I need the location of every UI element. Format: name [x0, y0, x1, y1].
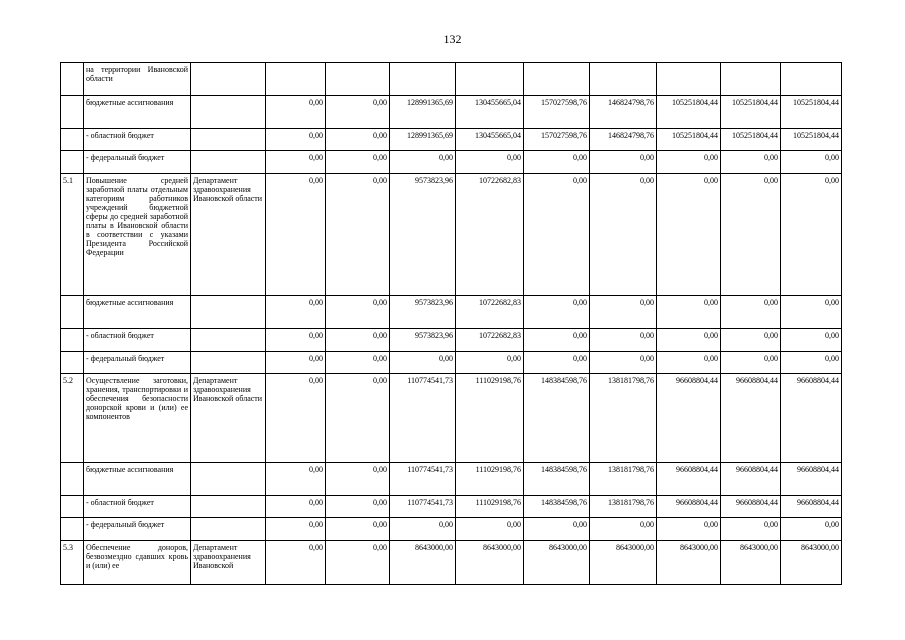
amount-cell: 146824798,76 [590, 96, 657, 129]
amount-cell: 0,00 [326, 174, 390, 296]
row-number [61, 296, 84, 329]
budget-table [60, 62, 842, 585]
amount-cell: 0,00 [266, 129, 326, 151]
amount-cell: 146824798,76 [590, 129, 657, 151]
amount-cell: 105251804,44 [781, 96, 842, 129]
amount-cell: 0,00 [266, 352, 326, 374]
amount-cell: 0,00 [590, 151, 657, 174]
amount-cell [524, 63, 590, 96]
measure-name: - федеральный бюджет [84, 352, 191, 374]
row-number [61, 63, 84, 96]
responsible-executor [191, 352, 266, 374]
amount-cell: 0,00 [326, 374, 390, 463]
responsible-executor: Департамент здравоохранения Ивановской области [191, 174, 266, 296]
amount-cell: 0,00 [524, 174, 590, 296]
responsible-executor [191, 151, 266, 174]
row-number [61, 151, 84, 174]
amount-cell: 157027598,76 [524, 129, 590, 151]
amount-cell: 9573823,96 [390, 329, 456, 352]
amount-cell: 0,00 [524, 352, 590, 374]
measure-name: - областной бюджет [84, 129, 191, 151]
amount-cell: 0,00 [326, 151, 390, 174]
row-number [61, 129, 84, 151]
amount-cell: 0,00 [657, 174, 721, 296]
amount-cell: 130455665,04 [456, 129, 524, 151]
amount-cell: 0,00 [781, 518, 842, 541]
amount-cell: 148384598,76 [524, 496, 590, 518]
amount-cell: 0,00 [524, 151, 590, 174]
table-row [61, 96, 842, 129]
table-row [61, 463, 842, 496]
amount-cell: 0,00 [326, 541, 390, 585]
amount-cell: 96608804,44 [721, 496, 781, 518]
table-row [61, 352, 842, 374]
responsible-executor [191, 496, 266, 518]
amount-cell: 0,00 [266, 96, 326, 129]
amount-cell: 96608804,44 [721, 374, 781, 463]
amount-cell: 8643000,00 [721, 541, 781, 585]
amount-cell: 157027598,76 [524, 96, 590, 129]
responsible-executor: Департамент здравоохранения Ивановской [191, 541, 266, 585]
amount-cell: 0,00 [326, 463, 390, 496]
amount-cell: 0,00 [266, 296, 326, 329]
amount-cell: 130455665,04 [456, 96, 524, 129]
amount-cell: 0,00 [266, 151, 326, 174]
amount-cell: 96608804,44 [721, 463, 781, 496]
amount-cell: 0,00 [781, 329, 842, 352]
amount-cell: 9573823,96 [390, 296, 456, 329]
amount-cell: 0,00 [721, 518, 781, 541]
row-number [61, 463, 84, 496]
row-number [61, 329, 84, 352]
row-number: 5.2 [61, 374, 84, 463]
amount-cell: 10722682,83 [456, 329, 524, 352]
amount-cell: 0,00 [326, 329, 390, 352]
measure-name: Повышение средней заработной платы отдельным категориям работников учреждений бюджетной сферы до средней заработной платы в Ивановской области в соответствии с указами Президента Российской Федерации [84, 174, 191, 296]
amount-cell: 0,00 [326, 518, 390, 541]
responsible-executor: Департамент здравоохранения Ивановской области [191, 374, 266, 463]
amount-cell: 8643000,00 [524, 541, 590, 585]
amount-cell: 96608804,44 [781, 496, 842, 518]
amount-cell: 10722682,83 [456, 296, 524, 329]
responsible-executor [191, 329, 266, 352]
table-row [61, 174, 842, 296]
amount-cell: 105251804,44 [721, 96, 781, 129]
amount-cell: 0,00 [266, 374, 326, 463]
amount-cell: 0,00 [266, 329, 326, 352]
amount-cell: 10722682,83 [456, 174, 524, 296]
amount-cell: 105251804,44 [721, 129, 781, 151]
measure-name: бюджетные ассигнования [84, 296, 191, 329]
amount-cell: 0,00 [456, 352, 524, 374]
amount-cell: 105251804,44 [781, 129, 842, 151]
amount-cell: 111029198,76 [456, 463, 524, 496]
measure-name: бюджетные ассигнования [84, 463, 191, 496]
responsible-executor [191, 63, 266, 96]
amount-cell: 0,00 [781, 151, 842, 174]
measure-name: на территории Ивановской области [84, 63, 191, 96]
amount-cell: 148384598,76 [524, 463, 590, 496]
amount-cell: 110774541,73 [390, 463, 456, 496]
amount-cell: 0,00 [590, 518, 657, 541]
responsible-executor [191, 96, 266, 129]
amount-cell: 0,00 [326, 96, 390, 129]
amount-cell: 0,00 [326, 129, 390, 151]
amount-cell: 0,00 [781, 296, 842, 329]
amount-cell: 96608804,44 [657, 463, 721, 496]
amount-cell: 8643000,00 [390, 541, 456, 585]
amount-cell: 0,00 [266, 496, 326, 518]
amount-cell: 0,00 [524, 329, 590, 352]
amount-cell: 0,00 [721, 296, 781, 329]
amount-cell: 0,00 [524, 518, 590, 541]
amount-cell: 110774541,73 [390, 496, 456, 518]
measure-name: Осуществление заготовки, хранения, транспортировки и обеспечения безопасности донорской крови и (или) ее компонентов [84, 374, 191, 463]
page-number: 132 [443, 32, 462, 46]
amount-cell: 111029198,76 [456, 374, 524, 463]
row-number: 5.3 [61, 541, 84, 585]
measure-name: - федеральный бюджет [84, 151, 191, 174]
measure-name: бюджетные ассигнования [84, 96, 191, 129]
amount-cell: 0,00 [721, 174, 781, 296]
amount-cell: 0,00 [456, 151, 524, 174]
amount-cell: 0,00 [524, 296, 590, 329]
amount-cell [657, 63, 721, 96]
amount-cell: 0,00 [266, 463, 326, 496]
row-number [61, 352, 84, 374]
amount-cell: 0,00 [390, 518, 456, 541]
responsible-executor [191, 518, 266, 541]
amount-cell: 0,00 [266, 174, 326, 296]
measure-name: - областной бюджет [84, 496, 191, 518]
amount-cell: 0,00 [326, 296, 390, 329]
amount-cell: 110774541,73 [390, 374, 456, 463]
amount-cell: 0,00 [590, 352, 657, 374]
amount-cell: 8643000,00 [456, 541, 524, 585]
amount-cell: 105251804,44 [657, 129, 721, 151]
amount-cell: 0,00 [390, 151, 456, 174]
amount-cell [721, 63, 781, 96]
amount-cell: 138181798,76 [590, 496, 657, 518]
table-row [61, 151, 842, 174]
amount-cell: 96608804,44 [657, 374, 721, 463]
amount-cell: 9573823,96 [390, 174, 456, 296]
row-number: 5.1 [61, 174, 84, 296]
row-number [61, 518, 84, 541]
amount-cell [326, 63, 390, 96]
amount-cell: 0,00 [657, 518, 721, 541]
amount-cell: 0,00 [390, 352, 456, 374]
amount-cell [781, 63, 842, 96]
table-row [61, 129, 842, 151]
amount-cell: 0,00 [326, 352, 390, 374]
row-number [61, 96, 84, 129]
amount-cell: 0,00 [590, 296, 657, 329]
amount-cell: 0,00 [657, 352, 721, 374]
measure-name: Обеспечение доноров, безвозмездно сдавших кровь и (или) ее [84, 541, 191, 585]
amount-cell: 0,00 [721, 151, 781, 174]
amount-cell: 8643000,00 [781, 541, 842, 585]
responsible-executor [191, 296, 266, 329]
amount-cell: 128991365,69 [390, 96, 456, 129]
amount-cell: 0,00 [657, 329, 721, 352]
amount-cell: 0,00 [657, 296, 721, 329]
amount-cell: 128991365,69 [390, 129, 456, 151]
amount-cell: 0,00 [781, 352, 842, 374]
amount-cell: 0,00 [326, 496, 390, 518]
amount-cell [590, 63, 657, 96]
amount-cell: 96608804,44 [657, 496, 721, 518]
amount-cell [390, 63, 456, 96]
table-row [61, 541, 842, 585]
table-row [61, 518, 842, 541]
amount-cell: 0,00 [721, 352, 781, 374]
amount-cell: 138181798,76 [590, 463, 657, 496]
amount-cell [456, 63, 524, 96]
amount-cell: 96608804,44 [781, 374, 842, 463]
table-row [61, 329, 842, 352]
amount-cell: 0,00 [456, 518, 524, 541]
table-row [61, 496, 842, 518]
amount-cell: 138181798,76 [590, 374, 657, 463]
amount-cell: 0,00 [266, 518, 326, 541]
amount-cell: 105251804,44 [657, 96, 721, 129]
amount-cell: 0,00 [266, 541, 326, 585]
amount-cell: 111029198,76 [456, 496, 524, 518]
amount-cell: 148384598,76 [524, 374, 590, 463]
amount-cell: 0,00 [657, 151, 721, 174]
measure-name: - областной бюджет [84, 329, 191, 352]
responsible-executor [191, 129, 266, 151]
responsible-executor [191, 463, 266, 496]
measure-name: - федеральный бюджет [84, 518, 191, 541]
table-row [61, 296, 842, 329]
row-number [61, 496, 84, 518]
table-row [61, 63, 842, 96]
table-row [61, 374, 842, 463]
amount-cell: 8643000,00 [657, 541, 721, 585]
amount-cell: 8643000,00 [590, 541, 657, 585]
amount-cell: 0,00 [721, 329, 781, 352]
amount-cell: 0,00 [781, 174, 842, 296]
amount-cell [266, 63, 326, 96]
amount-cell: 0,00 [590, 174, 657, 296]
amount-cell: 96608804,44 [781, 463, 842, 496]
amount-cell: 0,00 [590, 329, 657, 352]
